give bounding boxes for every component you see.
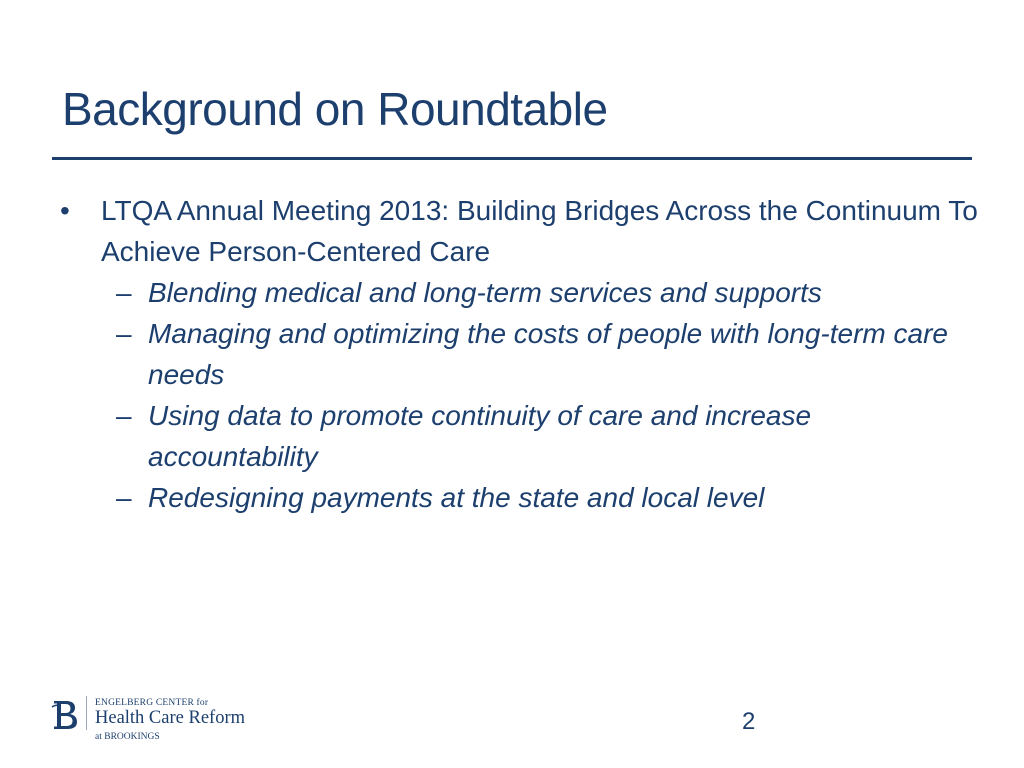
- brookings-logo: [50, 694, 290, 750]
- bullet-marker: •: [60, 195, 70, 226]
- sub-bullet-text: Blending medical and long-term services and supports: [148, 277, 822, 308]
- sub-bullet-item: [58, 477, 978, 518]
- slide-content: [58, 190, 978, 518]
- sub-bullet-marker: –: [116, 318, 132, 349]
- sub-bullet-list: [58, 272, 978, 518]
- title-underline: [52, 157, 972, 160]
- sub-bullet-item: [58, 313, 978, 395]
- bullet-text: LTQA Annual Meeting 2013: Building Bridges Across the Continuum To Achieve Person-Centered Care: [101, 195, 978, 267]
- sub-bullet-marker: –: [116, 277, 132, 308]
- brookings-b-icon: [50, 697, 80, 731]
- logo-affiliation: at BROOKINGS: [95, 732, 160, 742]
- logo-title: Health Care Reform: [95, 708, 245, 728]
- bullet-item: [58, 190, 978, 272]
- logo-center-name: ENGELBERG CENTER for: [95, 698, 209, 708]
- sub-bullet-marker: –: [116, 400, 132, 431]
- sub-bullet-text: Managing and optimizing the costs of people with long-term care needs: [148, 318, 948, 390]
- slide-title: Background on Roundtable: [62, 83, 608, 135]
- sub-bullet-marker: –: [116, 482, 132, 513]
- page-number: 2: [742, 708, 756, 735]
- sub-bullet-item: [58, 395, 978, 477]
- logo-divider: [86, 696, 87, 730]
- sub-bullet-text: Redesigning payments at the state and local level: [148, 482, 765, 513]
- sub-bullet-item: [58, 272, 978, 313]
- sub-bullet-text: Using data to promote continuity of care and increase accountability: [148, 400, 812, 472]
